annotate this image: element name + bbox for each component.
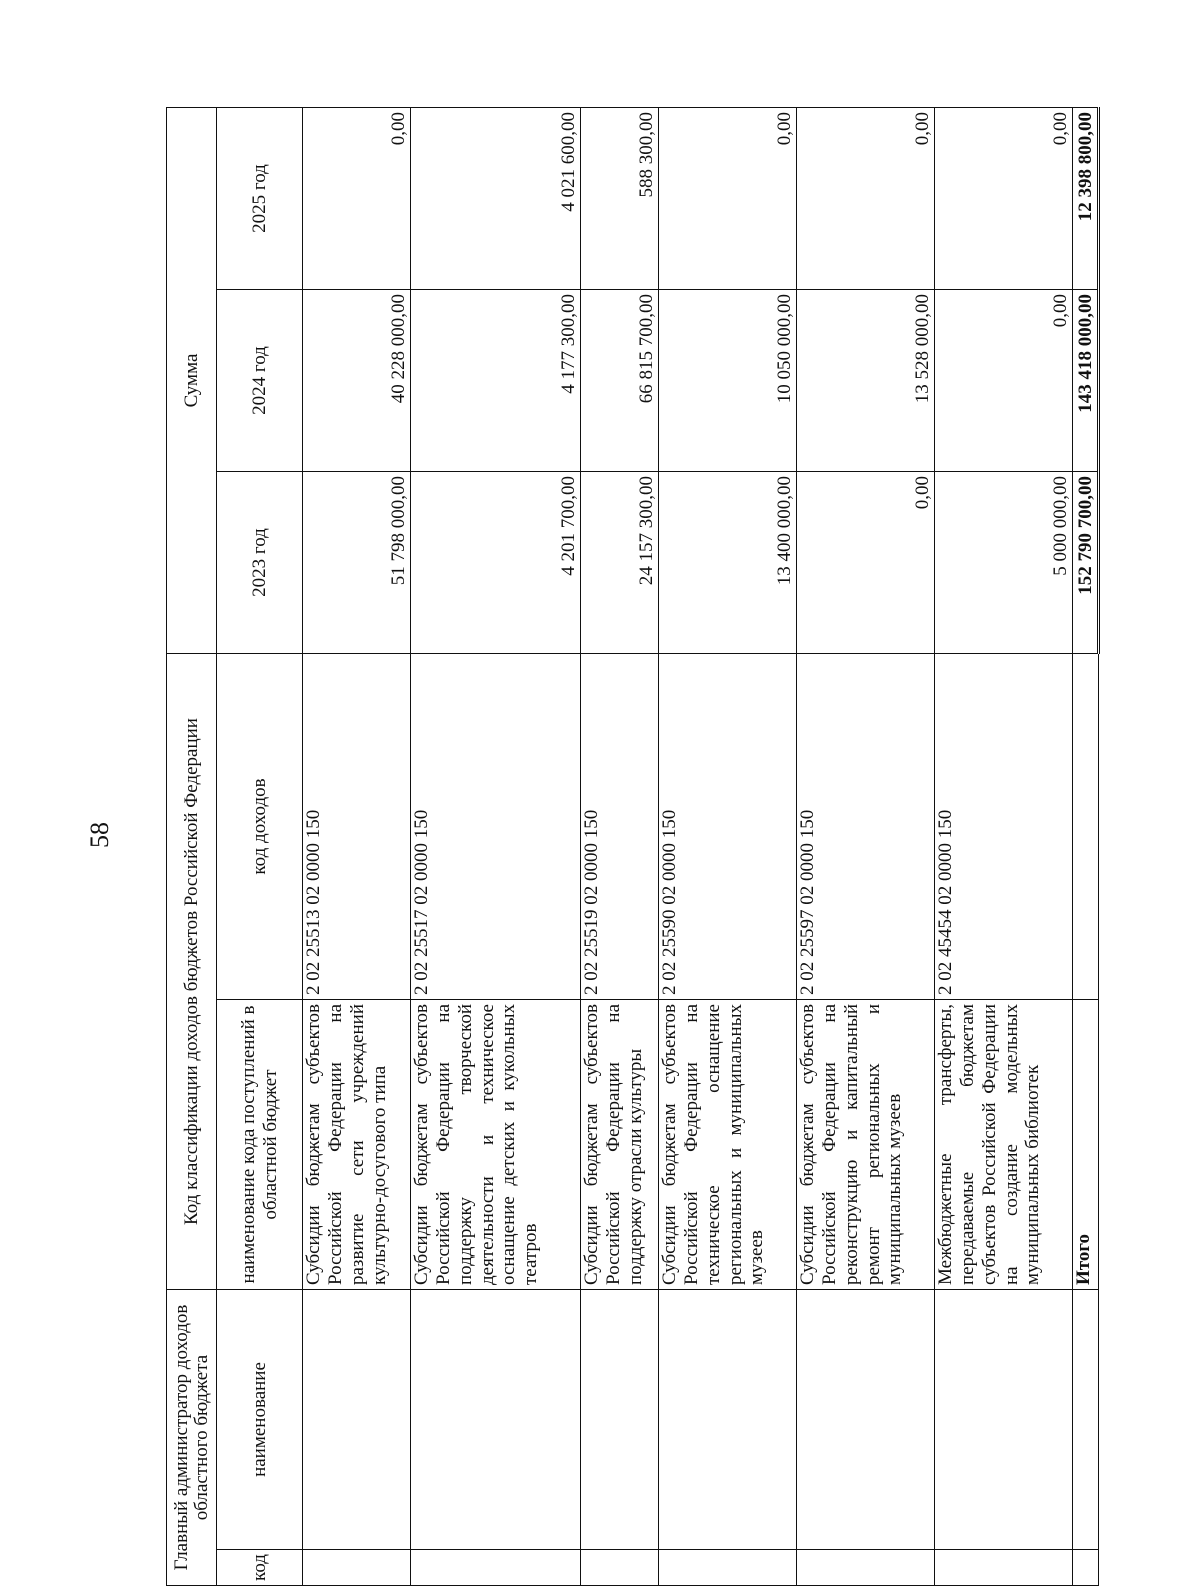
table-row xyxy=(581,108,659,1586)
cell-admin-code xyxy=(411,1550,581,1586)
cell-sum-2023: 4 201 700,00 xyxy=(411,472,581,654)
header-admin-name: наименование xyxy=(217,1290,303,1550)
cell-income-name: Субсидии бюджетам субъектов Российской Федерации на техническое оснащение региональных и муниципальных музеев xyxy=(659,1000,797,1290)
total-label: Итого xyxy=(1073,1000,1099,1290)
cell-sum-2023: 5 000 000,00 xyxy=(935,472,1073,654)
cell-sum-2025: 0,00 xyxy=(797,108,935,290)
cell-admin-code xyxy=(659,1550,797,1586)
table-row xyxy=(935,108,1073,1586)
total-row xyxy=(1073,108,1099,1586)
cell-admin-name xyxy=(797,1290,935,1550)
total-2023: 152 790 700,00 xyxy=(1073,472,1099,654)
header-income-code: код доходов xyxy=(217,654,303,1000)
cell-admin-name xyxy=(581,1290,659,1550)
cell-admin-name xyxy=(935,1290,1073,1550)
cell-sum-2023: 13 400 000,00 xyxy=(659,472,797,654)
income-table xyxy=(166,107,1100,1586)
cell-income-code: 2 02 25519 02 0000 150 xyxy=(581,654,659,1000)
table-row xyxy=(411,108,581,1586)
cell-income-name: Субсидии бюджетам субъектов Российской Федерации на поддержку творческой деятельности и техническое оснащение детских и кукольных театров xyxy=(411,1000,581,1290)
header-row-1 xyxy=(167,108,217,1586)
cell-admin-code xyxy=(303,1550,411,1586)
cell-admin-name xyxy=(303,1290,411,1550)
total-2025: 12 398 800,00 xyxy=(1073,108,1099,290)
cell-income-code: 2 02 25590 02 0000 150 xyxy=(659,654,797,1000)
cell-income-code: 2 02 25597 02 0000 150 xyxy=(797,654,935,1000)
cell-sum-2023: 24 157 300,00 xyxy=(581,472,659,654)
cell-sum-2024: 66 815 700,00 xyxy=(581,290,659,472)
cell-admin-code xyxy=(935,1550,1073,1586)
header-row-2 xyxy=(217,108,303,1586)
page-number: 58 xyxy=(85,822,114,848)
cell-sum-2025: 4 021 600,00 xyxy=(411,108,581,290)
cell-sum-2024: 13 528 000,00 xyxy=(797,290,935,472)
cell-admin-name xyxy=(1073,1290,1099,1550)
header-year-2024: 2024 год xyxy=(217,290,303,472)
header-admin-group: Главный администратор доходов областного бюджета xyxy=(167,1290,217,1586)
table-row xyxy=(303,108,411,1586)
header-year-2025: 2025 год xyxy=(217,108,303,290)
header-sum-group: Сумма xyxy=(167,108,217,654)
header-income-name: наименование кода поступлений в областной бюджет xyxy=(217,1000,303,1290)
rotated-table-container xyxy=(166,108,1097,1586)
cell-sum-2024: 4 177 300,00 xyxy=(411,290,581,472)
cell-sum-2023: 0,00 xyxy=(797,472,935,654)
cell-income-name: Субсидии бюджетам субъектов Российской Федерации на реконструкцию и капитальный ремонт региональных и муниципальных музеев xyxy=(797,1000,935,1290)
cell-income-code: 2 02 25517 02 0000 150 xyxy=(411,654,581,1000)
cell-admin-name xyxy=(659,1290,797,1550)
header-admin-code: код xyxy=(217,1550,303,1586)
cell-sum-2025: 588 300,00 xyxy=(581,108,659,290)
table-row xyxy=(659,108,797,1586)
table-row xyxy=(797,108,935,1586)
cell-sum-2024: 0,00 xyxy=(935,290,1073,472)
cell-income-name: Межбюджетные трансферты, передаваемые бюджетам субъектов Российской Федерации на создание модельных муниципальных библиотек xyxy=(935,1000,1073,1290)
cell-sum-2025: 0,00 xyxy=(659,108,797,290)
cell-income-code xyxy=(1073,654,1099,1000)
cell-sum-2025: 0,00 xyxy=(935,108,1073,290)
cell-income-code: 2 02 45454 02 0000 150 xyxy=(935,654,1073,1000)
cell-sum-2023: 51 798 000,00 xyxy=(303,472,411,654)
total-2024: 143 418 000,00 xyxy=(1073,290,1099,472)
header-classif-group: Код классификации доходов бюджетов Российской Федерации xyxy=(167,654,217,1290)
cell-admin-code xyxy=(797,1550,935,1586)
cell-sum-2025: 0,00 xyxy=(303,108,411,290)
cell-income-name: Субсидии бюджетам субъектов Российской Федерации на поддержку отрасли культуры xyxy=(581,1000,659,1290)
cell-sum-2024: 40 228 000,00 xyxy=(303,290,411,472)
cell-admin-code xyxy=(1073,1550,1099,1586)
cell-admin-name xyxy=(411,1290,581,1550)
cell-admin-code xyxy=(581,1550,659,1586)
cell-income-code: 2 02 25513 02 0000 150 xyxy=(303,654,411,1000)
header-year-2023: 2023 год xyxy=(217,472,303,654)
cell-income-name: Субсидии бюджетам субъектов Российской Федерации на развитие сети учреждений культурно-досугового типа xyxy=(303,1000,411,1290)
cell-sum-2024: 10 050 000,00 xyxy=(659,290,797,472)
